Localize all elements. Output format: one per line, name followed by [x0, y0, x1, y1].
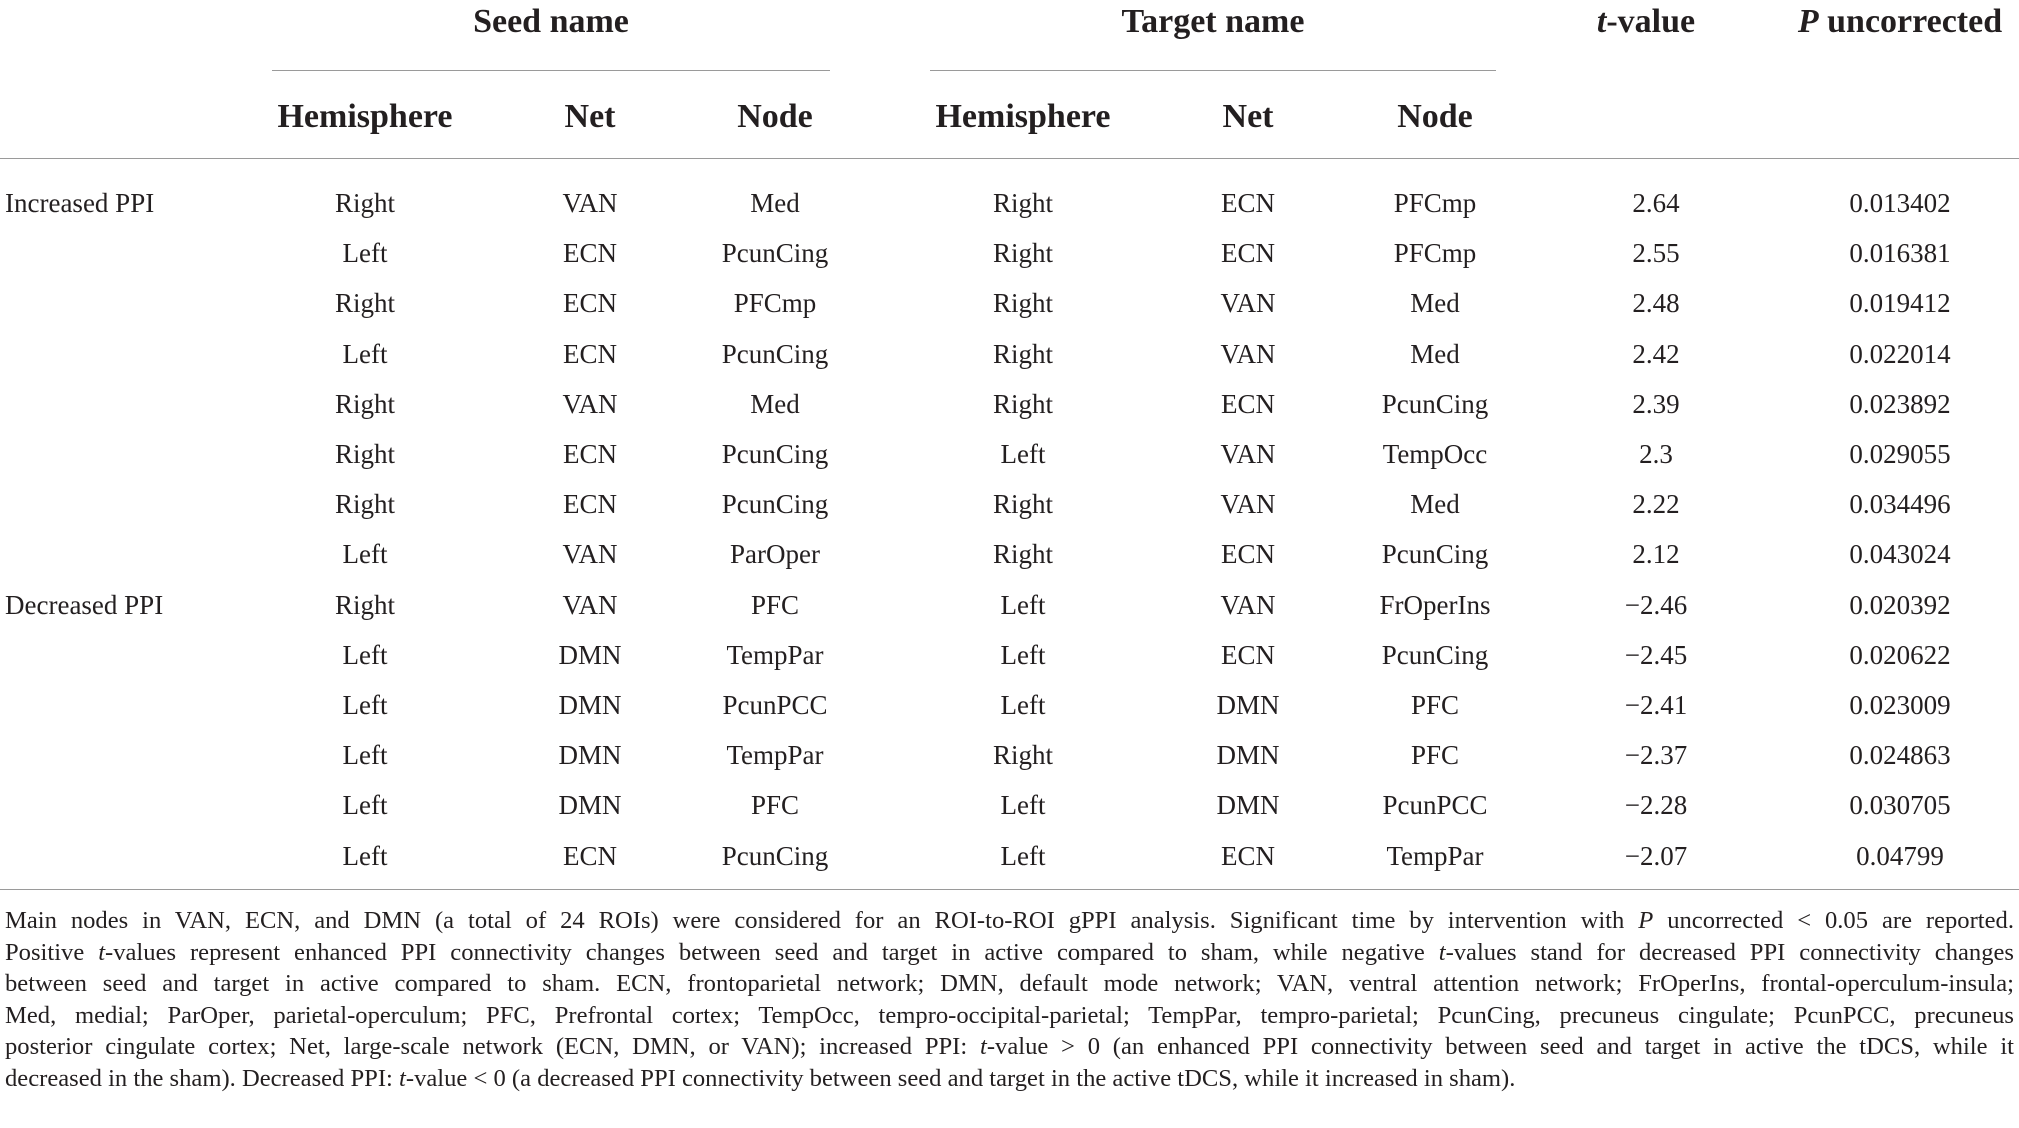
cell-p: 0.019412: [1849, 288, 1951, 319]
cell-group: [5, 329, 265, 379]
table-row: [0, 831, 2019, 881]
cell-target-node: PcunCing: [1381, 539, 1489, 570]
cell-seed-node: PcunCing: [721, 439, 829, 469]
cell-seed-node: PcunPCC: [722, 690, 828, 720]
p-italic: P: [1797, 3, 1819, 40]
cell-seed-net: ECN: [563, 238, 617, 269]
cell-group: Decreased PPI: [5, 589, 164, 620]
cell-seed-net: VAN: [562, 388, 618, 419]
cell-target-net: ECN: [1221, 840, 1275, 871]
cell-target-node: PcunCing: [1381, 388, 1489, 419]
cell-t-value: 2.42: [1632, 338, 1680, 369]
t-italic: t: [1596, 3, 1607, 40]
cell-target-node: Med: [1410, 338, 1460, 369]
cell-seed-node: PFC: [750, 790, 800, 821]
table-row: [0, 529, 2019, 579]
cell-t-value: 2.64: [1632, 188, 1680, 218]
bottom-rule: [0, 889, 2019, 890]
cell-t-value: 2.55: [1632, 238, 1680, 269]
cell-target-net: ECN: [1221, 539, 1275, 570]
cell-p: 0.022014: [1849, 338, 1951, 369]
cell-target-hemisphere: Right: [992, 188, 1053, 218]
cell-target-net: VAN: [1220, 288, 1276, 319]
cell-t-value: 2.12: [1632, 539, 1680, 570]
cell-target-node: PFCmp: [1393, 238, 1477, 269]
cell-seed-node: Med: [750, 388, 800, 419]
cell-seed-node: TempPar: [726, 639, 824, 670]
cell-p: 0.04799: [1856, 840, 1944, 871]
cell-group: [5, 831, 265, 881]
cell-target-net: ECN: [1221, 238, 1275, 269]
cell-seed-node: PFC: [750, 589, 800, 620]
target-node-header: Node: [1397, 98, 1473, 135]
header-rule: [0, 158, 2019, 159]
cell-target-hemisphere: Right: [992, 388, 1053, 419]
cell-p: 0.023009: [1849, 690, 1951, 720]
cell-seed-net: VAN: [562, 589, 618, 620]
cell-seed-hemisphere: Left: [342, 790, 388, 821]
table-row: [0, 429, 2019, 479]
cell-group: [5, 730, 265, 780]
cell-t-value: −2.07: [1624, 840, 1688, 871]
cell-target-net: VAN: [1220, 338, 1276, 369]
cell-t-value: −2.37: [1624, 740, 1688, 771]
table-row: [0, 630, 2019, 680]
cell-p: 0.043024: [1849, 539, 1951, 570]
table-row: [0, 680, 2019, 730]
cell-seed-hemisphere: Right: [334, 489, 395, 520]
cell-group: [5, 529, 265, 579]
cell-t-value: 2.48: [1632, 288, 1680, 319]
target-group-rule: [930, 70, 1496, 71]
cell-target-hemisphere: Right: [992, 539, 1053, 570]
cell-p: 0.020622: [1849, 639, 1951, 670]
cell-seed-hemisphere: Right: [334, 388, 395, 419]
seed-group-rule: [272, 70, 830, 71]
cell-seed-node: Med: [750, 188, 800, 218]
cell-target-node: TempPar: [1386, 840, 1484, 871]
cell-target-node: Med: [1410, 288, 1460, 319]
cell-target-hemisphere: Left: [1000, 790, 1046, 821]
cell-seed-net: ECN: [563, 439, 617, 469]
cell-target-node: PFC: [1410, 690, 1460, 720]
cell-target-net: VAN: [1220, 589, 1276, 620]
cell-seed-node: ParOper: [730, 539, 820, 570]
cell-seed-node: PcunCing: [721, 840, 829, 871]
table-row: [0, 379, 2019, 429]
cell-p: 0.024863: [1849, 740, 1951, 771]
table-row: [0, 580, 2019, 630]
cell-seed-hemisphere: Right: [334, 188, 395, 218]
cell-group: Increased PPI: [5, 188, 155, 218]
cell-target-node: PcunPCC: [1382, 790, 1488, 821]
footnote-line: Med, medial; ParOper, parietal-operculum; PFC, Prefrontal cortex; TempOcc, tempro-occipital-parietal; TempPar, tempro-parietal; PcunCing, precuneus cingulate; PcunPCC, precuneus: [5, 1001, 2014, 1029]
cell-seed-hemisphere: Right: [334, 288, 395, 319]
seed-node-header: Node: [737, 98, 813, 135]
cell-target-node: TempOcc: [1382, 439, 1488, 469]
table-row: [0, 228, 2019, 278]
cell-target-net: ECN: [1221, 639, 1275, 670]
table-row: [0, 780, 2019, 830]
cell-target-net: DMN: [1216, 740, 1280, 771]
cell-target-hemisphere: Left: [1000, 690, 1046, 720]
cell-seed-node: PFCmp: [733, 288, 817, 319]
p-uncorrected-header: [1780, 0, 2019, 44]
cell-p: 0.013402: [1849, 188, 1951, 218]
cell-t-value: 2.3: [1639, 439, 1673, 469]
cell-seed-net: DMN: [558, 790, 622, 821]
target-hemisphere-header: Hemisphere: [935, 98, 1111, 135]
cell-group: [5, 680, 265, 730]
cell-p: 0.016381: [1849, 238, 1951, 269]
cell-seed-net: DMN: [558, 690, 622, 720]
cell-seed-net: ECN: [563, 489, 617, 520]
table-row: [0, 479, 2019, 529]
t-value-header: [1556, 0, 1736, 44]
cell-seed-hemisphere: Left: [342, 639, 388, 670]
cell-target-node: Med: [1410, 489, 1460, 520]
cell-target-hemisphere: Right: [992, 740, 1053, 771]
footnote-line: Positive t-values represent enhanced PPI connectivity changes between seed and target in active compared to sham, while negative t-values stand for decreased PPI connectivity changes: [5, 938, 2014, 966]
cell-p: 0.023892: [1849, 388, 1951, 419]
cell-t-value: −2.28: [1624, 790, 1688, 821]
cell-seed-node: PcunCing: [721, 489, 829, 520]
target-net-header: Net: [1222, 98, 1274, 135]
cell-group: [5, 630, 265, 680]
cell-target-node: FrOperIns: [1379, 589, 1491, 620]
seed-hemisphere-header: Hemisphere: [277, 98, 453, 135]
cell-seed-net: VAN: [562, 188, 618, 218]
cell-seed-net: ECN: [563, 338, 617, 369]
cell-target-node: PcunCing: [1381, 639, 1489, 670]
cell-seed-hemisphere: Left: [342, 539, 388, 570]
cell-group: [5, 278, 265, 328]
cell-target-hemisphere: Left: [1000, 439, 1046, 469]
footnote-line: decreased in the sham). Decreased PPI: t-value < 0 (a decreased PPI connectivity between seed and target in the active tDCS, while it increased in sham).: [5, 1064, 1516, 1092]
cell-t-value: 2.39: [1632, 388, 1680, 419]
cell-t-value: 2.22: [1632, 489, 1680, 520]
seed-name-header: Seed name: [473, 3, 629, 40]
cell-t-value: −2.41: [1624, 690, 1688, 720]
cell-target-net: DMN: [1216, 690, 1280, 720]
cell-seed-net: ECN: [563, 840, 617, 871]
table-row: [0, 730, 2019, 780]
cell-seed-net: ECN: [563, 288, 617, 319]
table-footnote: [5, 905, 2014, 1094]
cell-target-hemisphere: Left: [1000, 589, 1046, 620]
cell-target-hemisphere: Right: [992, 238, 1053, 269]
t-value-rest: -value: [1606, 3, 1696, 40]
cell-target-hemisphere: Left: [1000, 840, 1046, 871]
cell-group: [5, 429, 265, 479]
cell-target-hemisphere: Right: [992, 338, 1053, 369]
cell-p: 0.029055: [1849, 439, 1951, 469]
cell-seed-hemisphere: Left: [342, 740, 388, 771]
table-row: [0, 329, 2019, 379]
cell-target-node: PFCmp: [1393, 188, 1477, 218]
cell-seed-net: DMN: [558, 740, 622, 771]
footnote-line: posterior cingulate cortex; Net, large-scale network (ECN, DMN, or VAN); increased PPI: t-value > 0 (an enhanced PPI connectivity between seed and target in active the tDCS, while it: [5, 1033, 2014, 1060]
cell-seed-hemisphere: Right: [334, 439, 395, 469]
cell-p: 0.030705: [1849, 790, 1951, 821]
cell-group: [5, 379, 265, 429]
cell-group: [5, 479, 265, 529]
cell-t-value: −2.45: [1624, 639, 1688, 670]
cell-target-hemisphere: Right: [992, 288, 1053, 319]
cell-group: [5, 228, 265, 278]
cell-target-net: VAN: [1220, 439, 1276, 469]
cell-t-value: −2.46: [1624, 589, 1688, 620]
cell-seed-node: PcunCing: [721, 338, 829, 369]
cell-target-hemisphere: Right: [992, 489, 1053, 520]
footnote-line: Main nodes in VAN, ECN, and DMN (a total of 24 ROIs) were considered for an ROI-to-ROI gPPI analysis. Significant time by intervention with P uncorrected < 0.05 are reported.: [5, 907, 2014, 934]
cell-target-net: DMN: [1216, 790, 1280, 821]
table-row: [0, 278, 2019, 328]
target-name-header: Target name: [1121, 3, 1305, 40]
cell-seed-hemisphere: Left: [342, 338, 388, 369]
p-rest: uncorrected: [1818, 3, 2003, 40]
cell-seed-node: TempPar: [726, 740, 824, 771]
cell-target-net: VAN: [1220, 489, 1276, 520]
seed-net-header: Net: [564, 98, 616, 135]
cell-seed-hemisphere: Left: [342, 840, 388, 871]
cell-seed-net: DMN: [558, 639, 622, 670]
cell-group: [5, 780, 265, 830]
cell-target-node: PFC: [1410, 740, 1460, 771]
table-row: [0, 178, 2019, 228]
cell-seed-node: PcunCing: [721, 238, 829, 269]
cell-p: 0.034496: [1849, 489, 1951, 520]
cell-target-net: ECN: [1221, 388, 1275, 419]
cell-seed-hemisphere: Left: [342, 238, 388, 269]
cell-seed-hemisphere: Left: [342, 690, 388, 720]
cell-target-hemisphere: Left: [1000, 639, 1046, 670]
footnote-line: between seed and target in active compared to sham. ECN, frontoparietal network; DMN, default mode network; VAN, ventral attention network; FrOperIns, frontal-operculum-insula;: [5, 970, 2014, 997]
cell-target-net: ECN: [1221, 188, 1275, 218]
cell-seed-net: VAN: [562, 539, 618, 570]
cell-seed-hemisphere: Right: [334, 589, 395, 620]
cell-p: 0.020392: [1849, 589, 1951, 620]
